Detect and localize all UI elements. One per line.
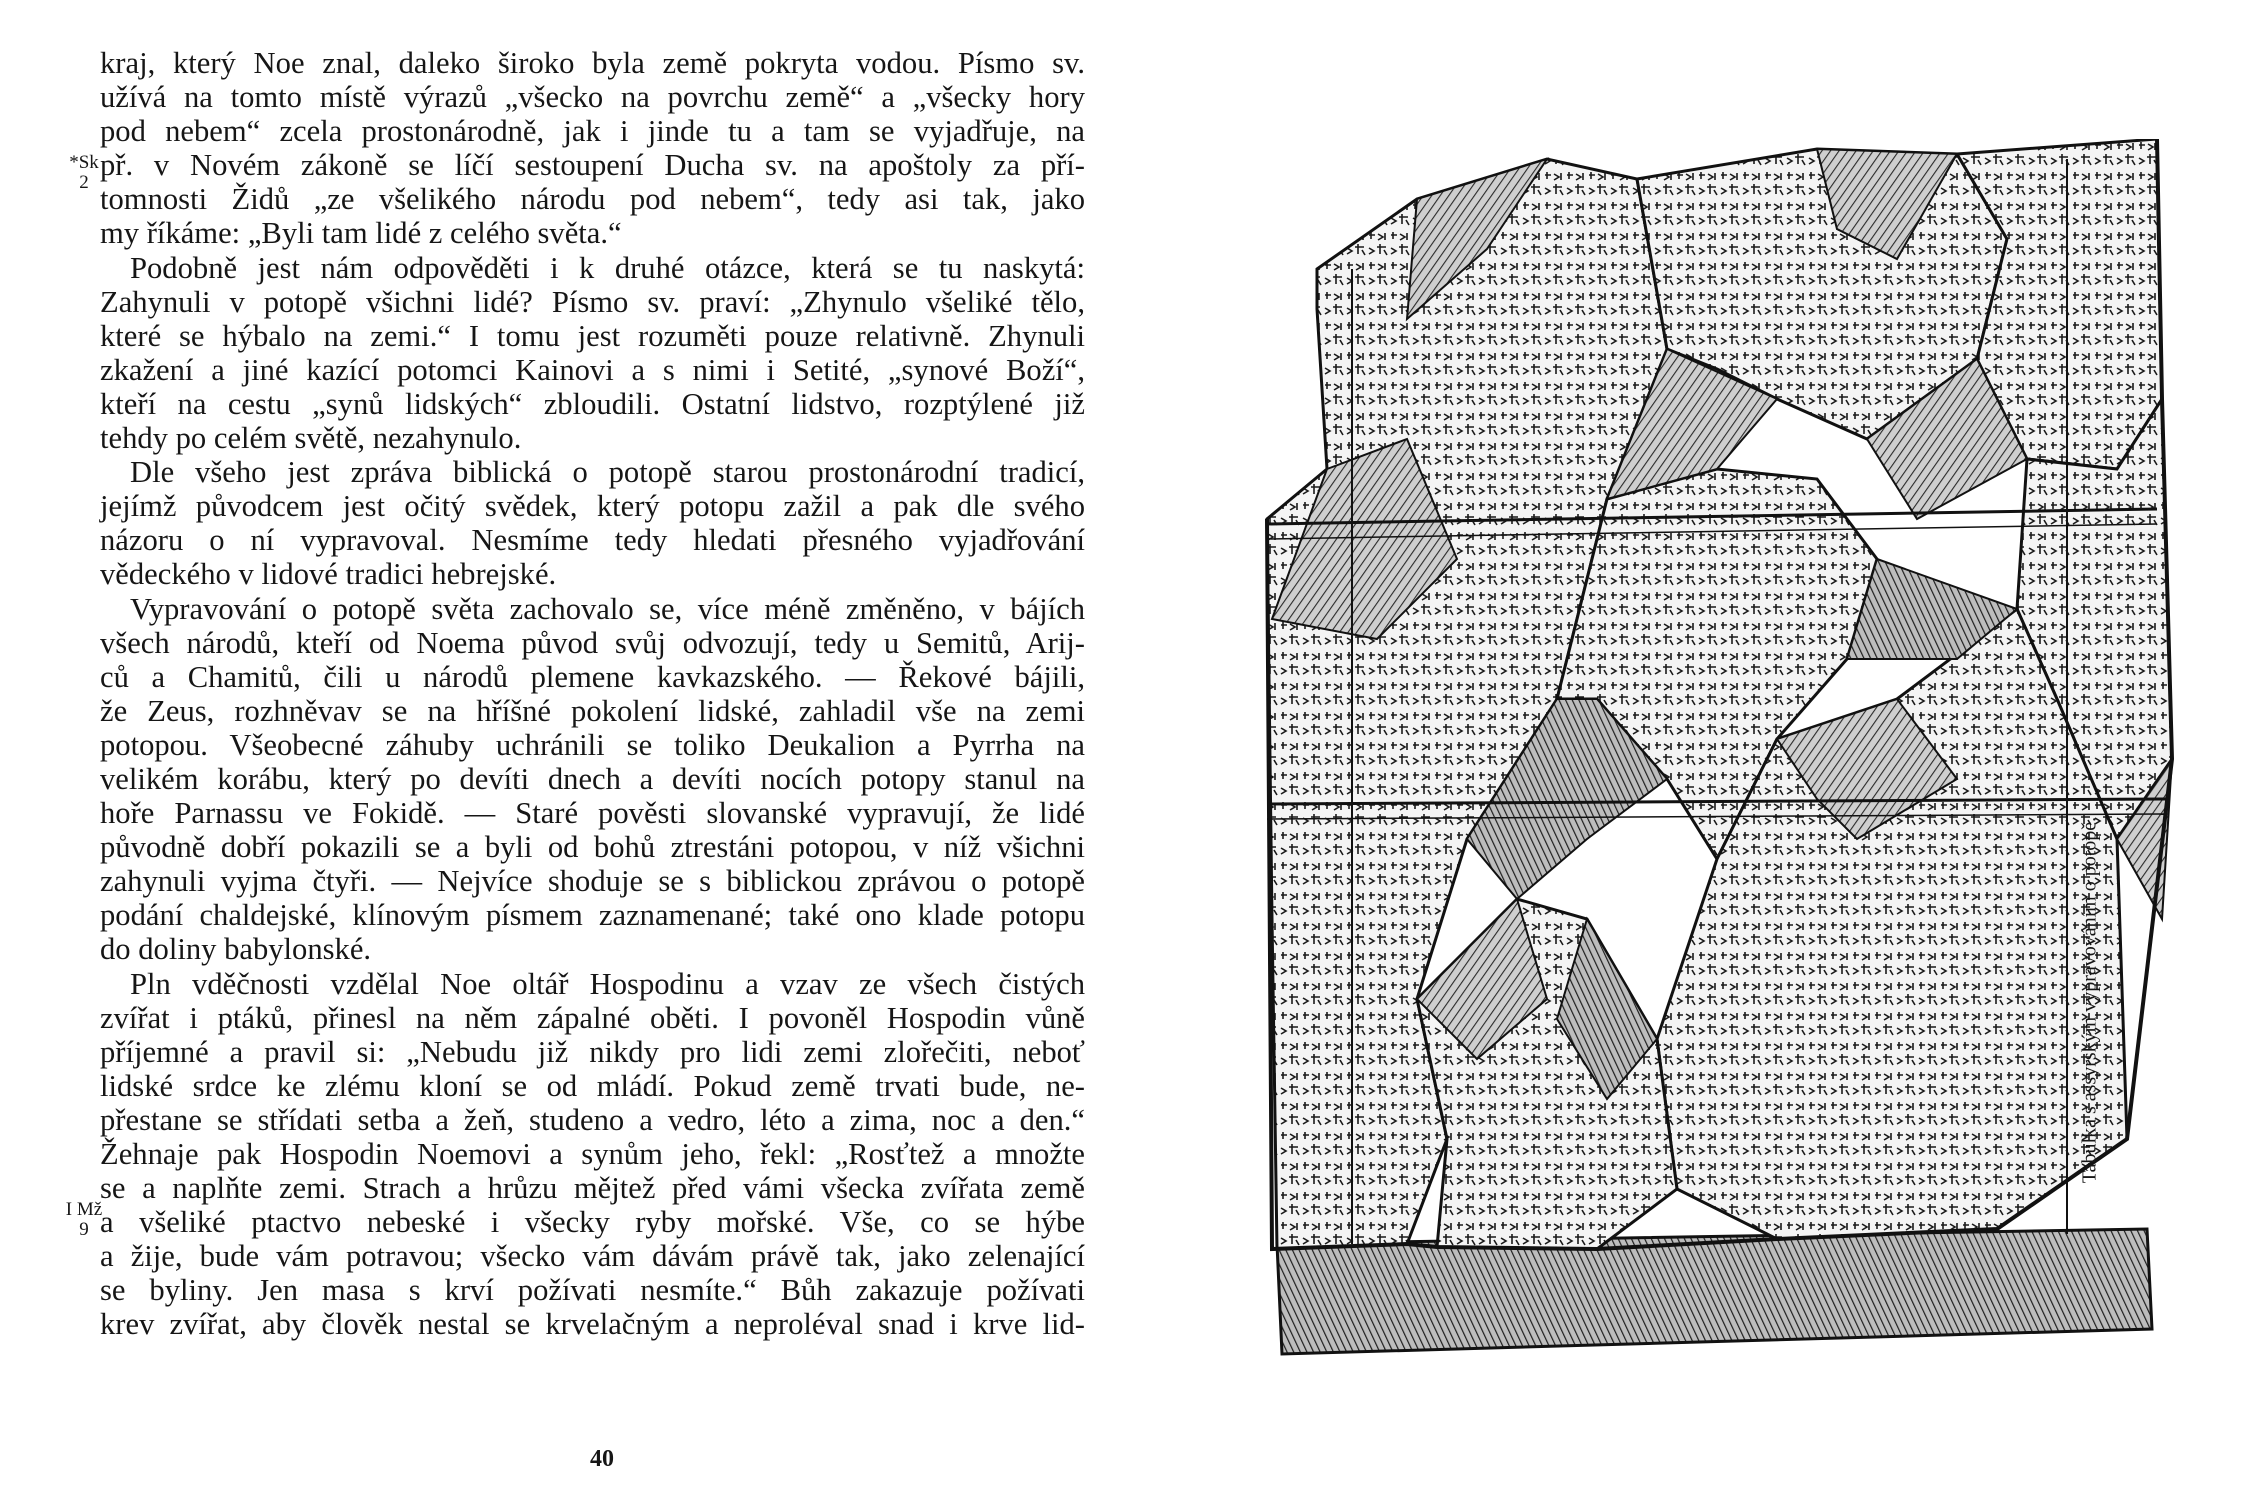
text-line: hoře Parnassu ve Fokidě. — Staré pověsti slovanské vypravují, že lidé	[100, 796, 1085, 831]
text-line: do doliny babylonské.	[100, 932, 372, 967]
text-line: Pln vděčnosti vzdělal Noe oltář Hospodinu a vzav ze všech čistých	[130, 966, 1085, 1001]
text-line: a všeliké ptactvo nebeské i všecky ryby mořské. Vše, co se hýbe	[100, 1205, 1085, 1240]
text-line: Vypravování o potopě světa zachovalo se, více méně změněno, v bájích	[130, 591, 1085, 626]
text-line: Žehnaje pak Hospodin Noemovi a synům jeho, řekl: „Rosťtež a množte	[100, 1137, 1085, 1171]
text-line: že Zeus, rozhněvav se na hříšné pokolení lidské, zahladil vše na zemi	[100, 693, 1085, 728]
text-line: kteří na cestu „synů lidských“ zbloudili. Ostatní lidstvo, rozptýlené již	[100, 386, 1085, 421]
text-line: se byliny. Jen masa s krví požívati nesmíte.“ Bůh zakazuje požívati	[100, 1273, 1085, 1308]
text-line: přestane se střídati setba a žeň, studeno a vedro, léto a zima, noc a den.“	[100, 1102, 1085, 1137]
figure-caption: Tabulka s assyrským vypravováním o potopě.	[2078, 816, 2101, 1184]
left-page	[0, 0, 1120, 1500]
right-page	[1120, 0, 2242, 1500]
text-line: Dle všeho jest zpráva biblická o potopě starou prostonárodní tradicí,	[130, 455, 1085, 490]
text-line: jejímž původcem jest očitý svědek, který potopu zažil a pak dle svého	[100, 489, 1085, 524]
text-line: názoru o ní vypravoval. Nesmíme tedy hledati přesného vyjadřování	[100, 523, 1085, 558]
text-line: kraj, který Noe znal, daleko široko byla země pokryta vodou. Písmo sv.	[100, 46, 1085, 80]
text-line: vědeckého v lidové tradici hebrejské.	[100, 557, 557, 592]
text-line: a žije, bude vám potravou; všecko vám dávám právě tak, jako zelenající	[100, 1239, 1085, 1274]
body-text	[100, 46, 1085, 1342]
text-line: př. v Novém zákoně se líčí sestoupení Ducha sv. na apoštoly za pří-	[100, 148, 1085, 183]
text-line: ců a Chamitů, čili u národů plemene kavkazského. — Řekové bájili,	[100, 659, 1085, 694]
text-line: které se hýbalo na zemi.“ I tomu jest rozuměti pouze relativně. Zhynuli	[100, 318, 1085, 353]
text-line: tomnosti Židů „ze všelikého národu pod nebem“, tedy asi tak, jako	[100, 182, 1085, 217]
cuneiform-tablet-illustration	[1257, 139, 2181, 1375]
text-line: tehdy po celém světě, nezahynulo.	[100, 421, 522, 456]
page-number: 40	[590, 1446, 614, 1472]
text-line: Podobně jest nám odpověděti i k druhé otázce, která se tu naskytá:	[130, 250, 1085, 285]
margin-note-reference	[56, 1200, 112, 1240]
text-line: užívá na tomto místě výrazů „všecko na povrchu země“ a „všecky hory	[100, 80, 1085, 115]
text-line: zvířat i ptáků, přinesl na něm zápalné oběti. I povoněl Hospodin vůně	[100, 1000, 1085, 1035]
text-line: příjemné a pravil si: „Nebudu již nikdy pro lidi zemi zlořečiti, neboť	[100, 1034, 1085, 1069]
text-line: podání chaldejské, klínovým písmem zaznamenané; také ono klade potopu	[100, 898, 1085, 933]
text-line: krev zvířat, aby člověk nestal se krvelačným a neproléval snad i krve lid-	[100, 1307, 1085, 1342]
text-line: velikém korábu, který po devíti dnech a devíti nocích potopy stanul na	[100, 761, 1085, 796]
margin-note-chapter: 9	[79, 1219, 89, 1240]
margin-note-book: I Mž	[65, 1199, 103, 1220]
text-line: zahynuli vyjma čtyři. — Nejvíce shoduje se s biblickou zprávou o potopě	[100, 864, 1085, 899]
text-line: lidské srdce ke zlému kloní se od mládí. Pokud země trvati bude, ne-	[100, 1068, 1085, 1103]
margin-note-reference	[56, 153, 112, 193]
text-line: všech národů, kteří od Noema původ svůj odvozují, tedy u Semitů, Arij-	[100, 625, 1085, 660]
text-line: se a naplňte zemi. Strach a hrůzu mějtež před vámi všecka zvířata země	[100, 1171, 1085, 1206]
text-line: pod nebem“ zcela prostonárodně, jak i jinde tu a tam se vyjadřuje, na	[100, 114, 1085, 149]
margin-note-book: *Sk	[69, 152, 99, 173]
text-line: původně dobří pokazili se a byli od bohů ztrestáni potopou, v níž všichni	[100, 830, 1085, 865]
text-line: my říkáme: „Byli tam lidé z celého světa.“	[100, 216, 622, 251]
text-line: potopou. Všeobecné záhuby uchránili se toliko Deukalion a Pyrrha na	[100, 727, 1085, 762]
margin-note-chapter: 2	[79, 172, 89, 193]
text-line: zkažení a jiné kazící potomci Kainovi a s nimi i Setité, „synové Boží“,	[100, 352, 1085, 387]
text-line: Zahynuli v potopě všichni lidé? Písmo sv. praví: „Zhynulo všeliké tělo,	[100, 284, 1085, 319]
